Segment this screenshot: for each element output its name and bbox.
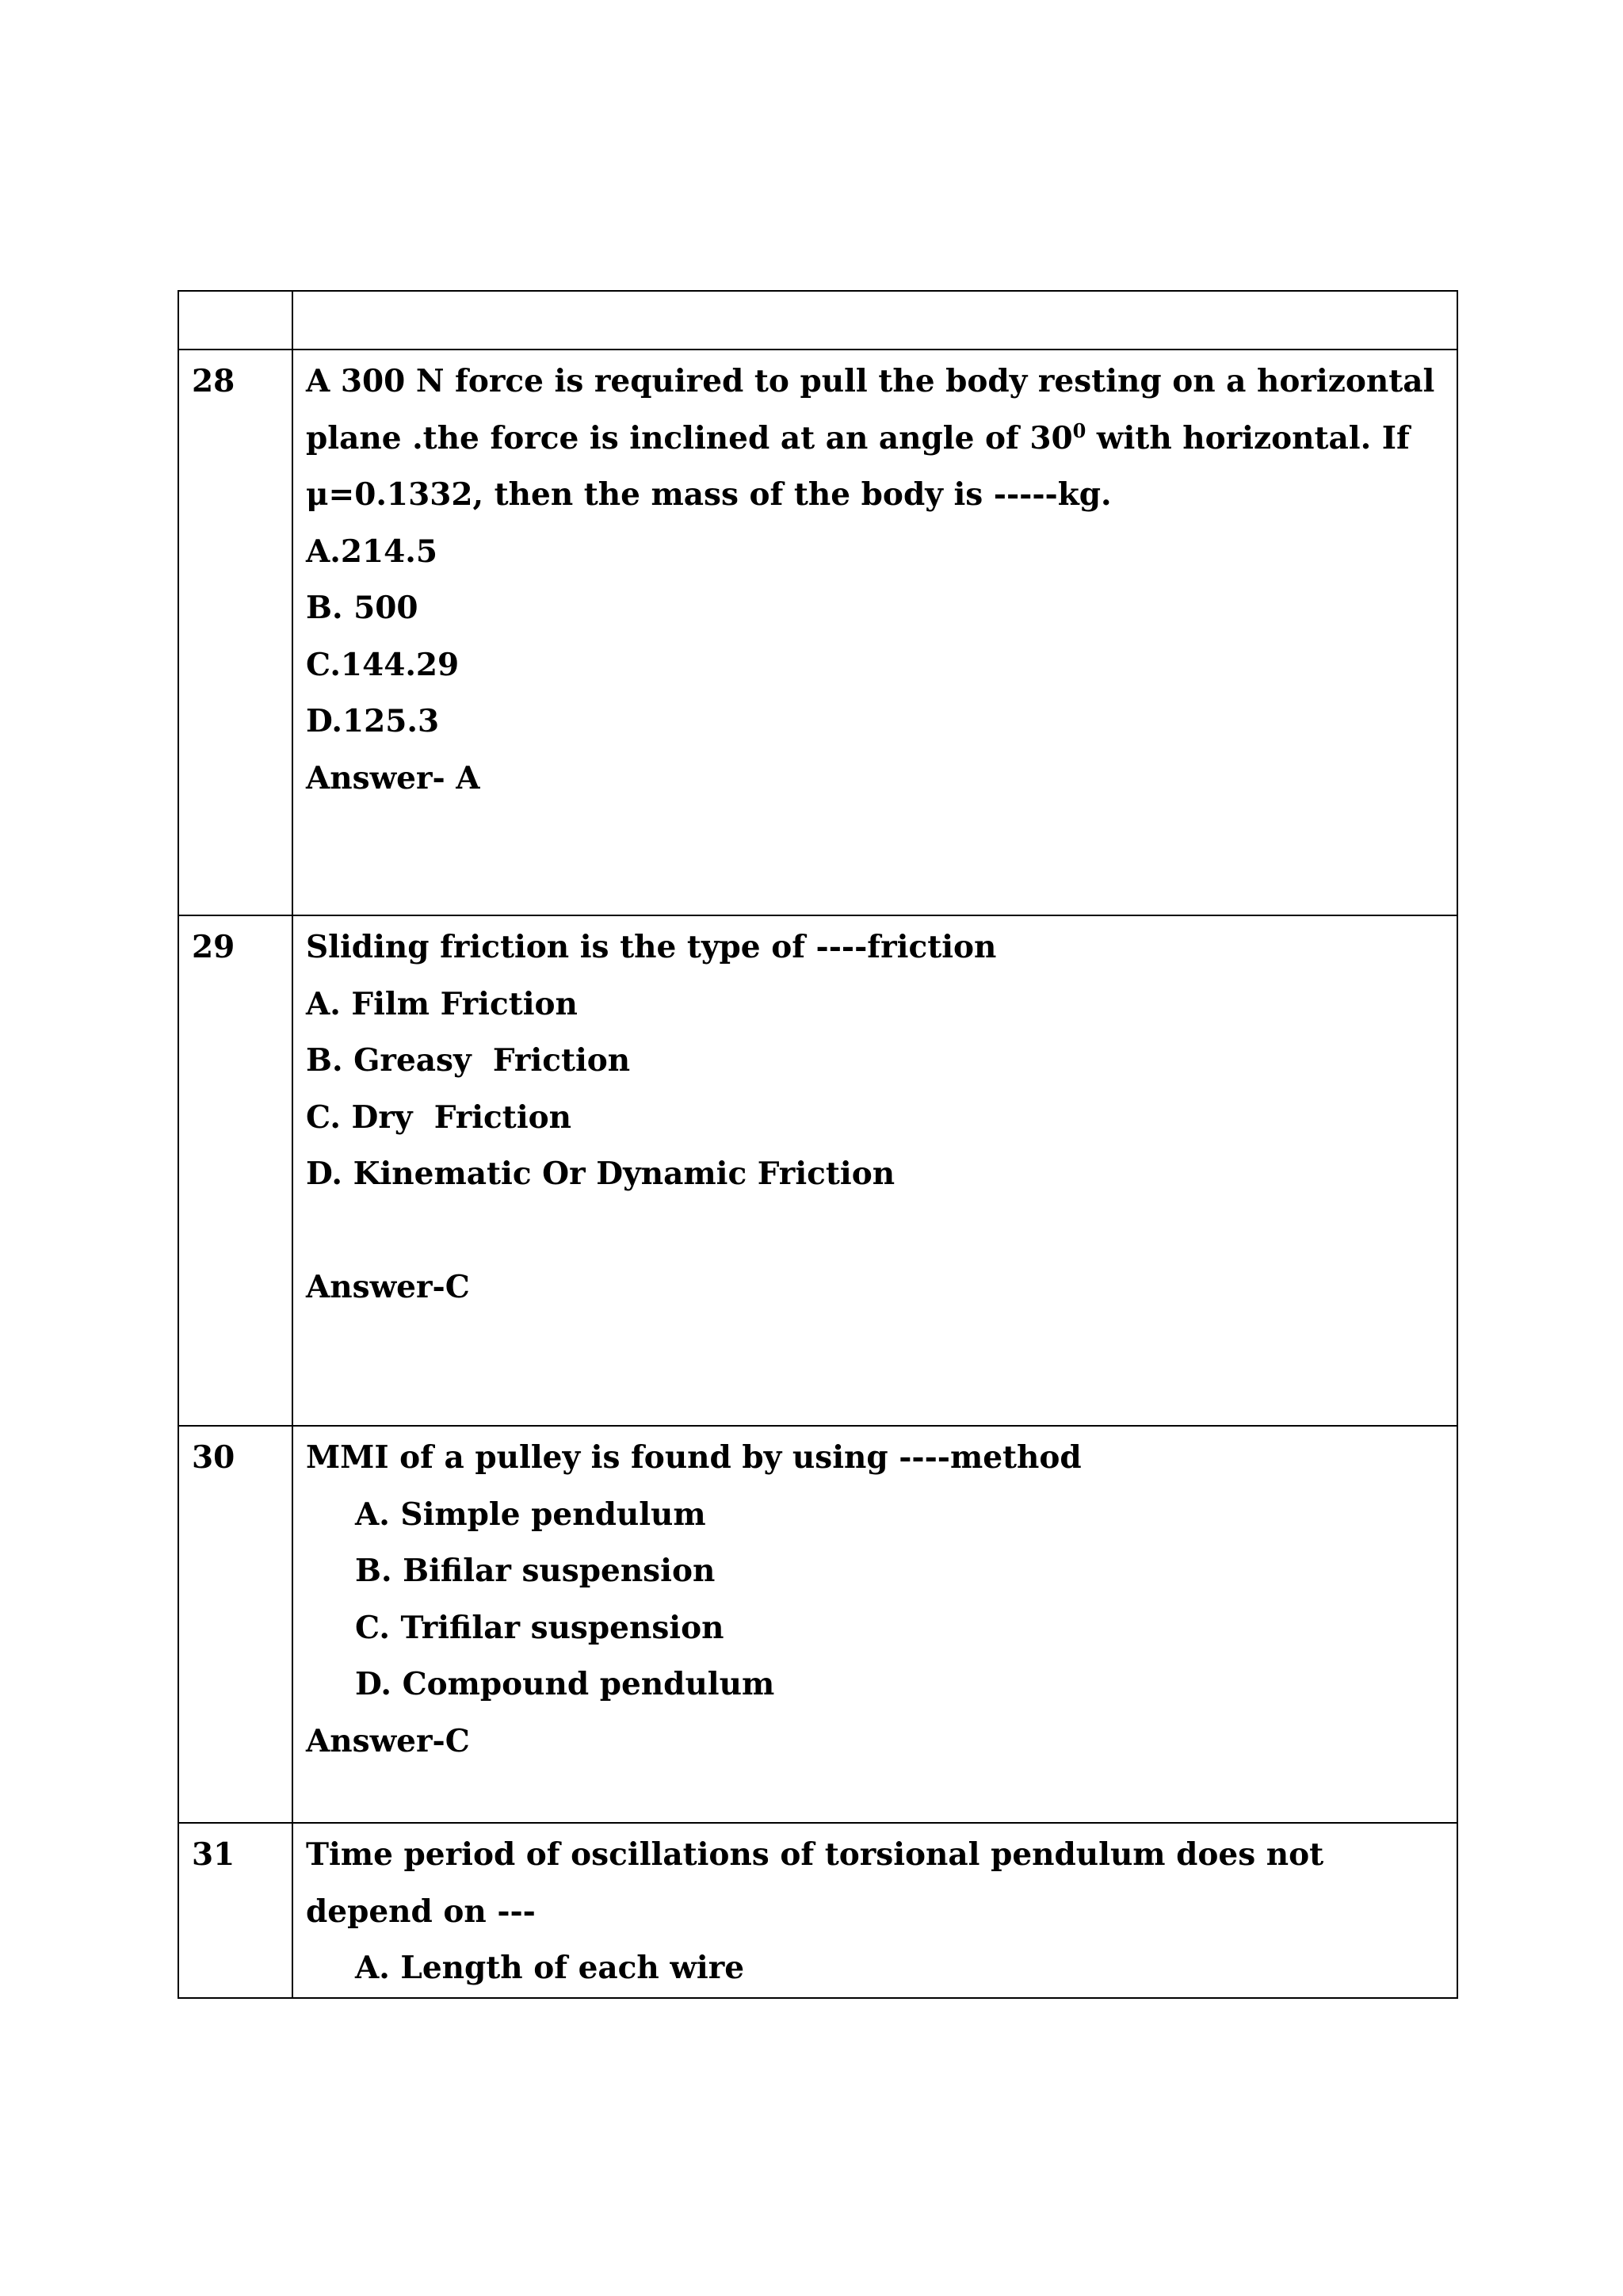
option-b: B. 500: [306, 590, 418, 626]
question-text: A 300 N force is required to pull the body resting on a horizontal plane .the force is inclined at an angle of $30^0$ with horizontal. If μ=0.1332, then the mass of the body is -----kg.: [306, 363, 1445, 513]
answer: Answer-C: [306, 1722, 470, 1759]
empty-body-cell: [292, 291, 1457, 350]
option-d: D. Kinematic Or Dynamic Friction: [306, 1156, 896, 1192]
empty-number-cell: [178, 291, 292, 350]
question-text: Time period of oscillations of torsional pendulum does not depend on ---: [306, 1836, 1335, 1930]
option-c: C. Trifilar suspension: [355, 1609, 724, 1646]
question-text: MMI of a pulley is found by using ----method: [306, 1439, 1082, 1476]
option-b: B. Bifilar suspension: [355, 1553, 716, 1589]
option-a: A.214.5: [306, 533, 437, 570]
option-b: B. Greasy Friction: [306, 1042, 631, 1079]
option-a: A. Length of each wire: [355, 1950, 745, 1986]
question-body: [292, 1823, 1457, 1998]
question-row: [178, 915, 1457, 1426]
question-body: [292, 350, 1457, 915]
question-number: 30: [178, 1426, 292, 1823]
question-table: [178, 290, 1458, 1999]
option-a: A. Film Friction: [306, 985, 578, 1022]
question-body: [292, 915, 1457, 1426]
spacer: [306, 1203, 1445, 1260]
answer: Answer- A: [306, 759, 480, 797]
question-text: Sliding friction is the type of ----friction: [306, 929, 997, 965]
question-body: [292, 1426, 1457, 1823]
degree-superscript: 0: [1072, 418, 1086, 442]
question-row: [178, 1823, 1457, 1998]
question-number: 28: [178, 350, 292, 915]
option-c: C.144.29: [306, 646, 460, 683]
option-a: A. Simple pendulum: [355, 1496, 706, 1533]
option-d: D.125.3: [306, 703, 440, 739]
option-c: C. Dry Friction: [306, 1098, 572, 1136]
question-number: 31: [178, 1823, 292, 1998]
question-row: [178, 1426, 1457, 1823]
answer: Answer-C: [306, 1269, 470, 1305]
table-header-row: [178, 291, 1457, 350]
question-row: [178, 350, 1457, 915]
question-number: 29: [178, 915, 292, 1426]
option-d: D. Compound pendulum: [355, 1666, 775, 1702]
